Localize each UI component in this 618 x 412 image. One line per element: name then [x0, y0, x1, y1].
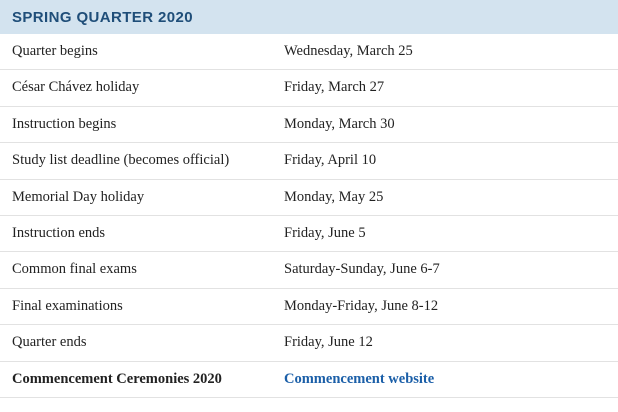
table-row — [0, 361, 618, 397]
calendar-title: SPRING QUARTER 2020 — [0, 0, 618, 34]
event-label: Instruction ends — [12, 224, 106, 241]
event-label: Quarter begins — [12, 43, 98, 59]
event-date: Friday, April 10 — [284, 152, 377, 169]
event-label: Instruction begins — [12, 115, 117, 132]
event-date: Saturday-Sunday, June 6-7 — [284, 261, 440, 278]
table-row — [0, 179, 618, 215]
table-row — [0, 215, 618, 251]
table-row — [0, 106, 618, 142]
event-label: Common final exams — [12, 261, 137, 278]
event-date: Friday, June 5 — [284, 224, 366, 241]
calendar-table — [0, 34, 618, 398]
event-label: Quarter ends — [12, 334, 87, 351]
event-date: Monday, May 25 — [284, 188, 384, 205]
event-label: Study list deadline (becomes official) — [12, 152, 230, 169]
event-date-cell — [272, 361, 618, 397]
event-date: Monday-Friday, June 8-12 — [284, 297, 439, 314]
event-date: Monday, March 30 — [284, 115, 395, 132]
table-row — [0, 70, 618, 106]
table-row — [0, 252, 618, 288]
event-label: Final examinations — [12, 297, 123, 314]
event-date: Friday, March 27 — [284, 79, 385, 96]
table-row — [0, 34, 618, 70]
event-label: Memorial Day holiday — [12, 188, 145, 205]
table-row — [0, 143, 618, 179]
table-row — [0, 288, 618, 324]
event-date: Wednesday, March 25 — [284, 43, 413, 59]
event-label: Commencement Ceremonies 2020 — [12, 370, 222, 387]
table-row — [0, 325, 618, 361]
event-label: César Chávez holiday — [12, 79, 140, 96]
calendar-table-body — [0, 34, 618, 397]
event-date: Friday, June 12 — [284, 334, 373, 351]
commencement-website-link[interactable]: Commencement website — [284, 370, 435, 387]
